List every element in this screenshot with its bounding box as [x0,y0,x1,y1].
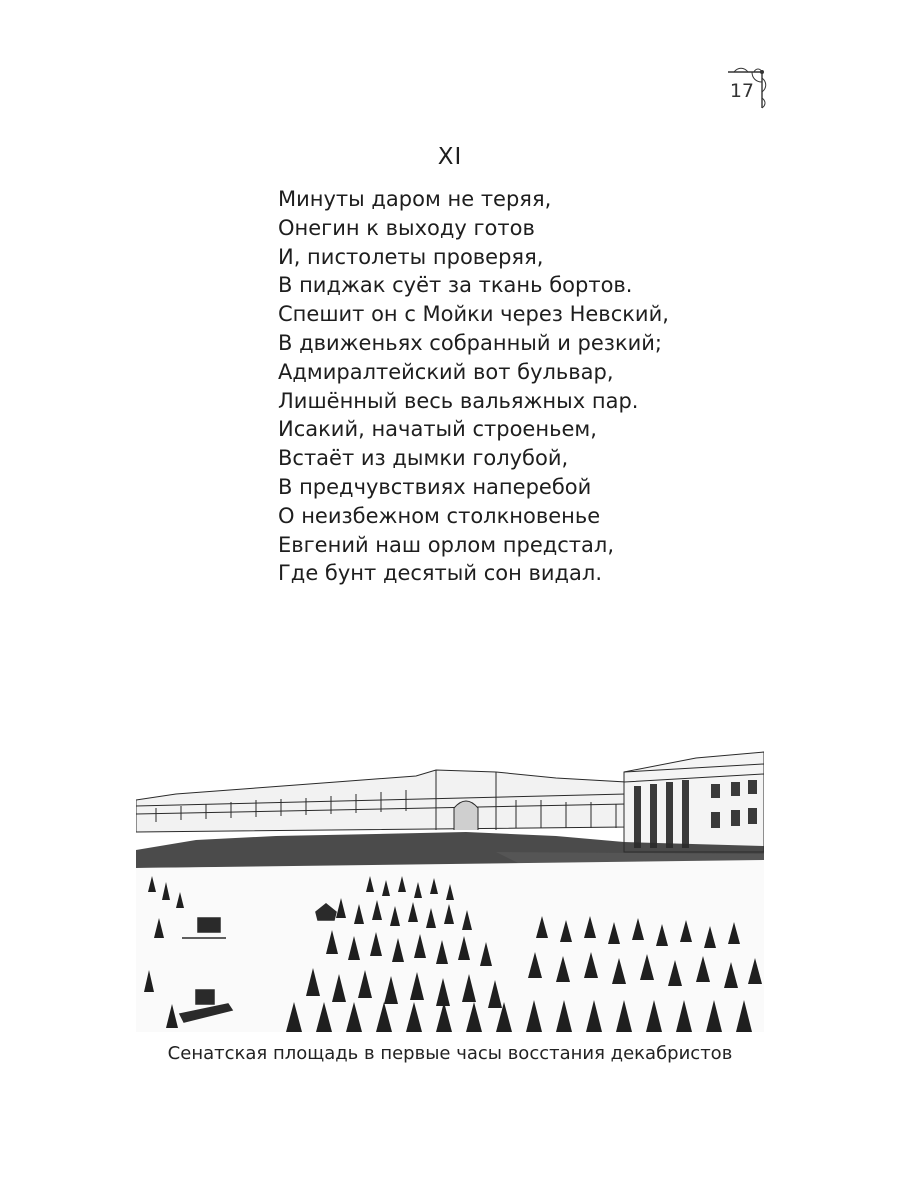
verse-stanza [278,185,669,588]
verse-line: В пиджак суёт за ткань бортов. [278,273,633,298]
verse-line: Лишённый весь вальяжных пар. [278,388,639,413]
verse-line: В предчувствиях наперебой [278,474,592,499]
page-number: 17 [729,80,754,102]
verse-line: В движеньях собранный и резкий; [278,330,663,355]
senate-square-illustration [136,742,764,1032]
verse-line: Евгений наш орлом предстал, [278,532,614,557]
verse-line: Адмиралтейский вот бульвар, [278,359,614,384]
verse-line: О неизбежном столкновенье [278,503,601,528]
verse-line: И, пистолеты проверяя, [278,244,544,269]
verse-line: Онегин к выходу готов [278,215,535,240]
verse-line: Исакий, начатый строеньем, [278,417,597,442]
verse-line: Минуты даром не теряя, [278,187,552,211]
verse-line: Встаёт из дымки голубой, [278,446,569,471]
stanza-number: XI [437,144,463,170]
illustration-caption: Сенатская площадь в первые часы восстания декабристов [167,1043,733,1064]
verse-line: Где бунт десятый сон видал. [278,561,603,586]
verse-line: Спешит он с Мойки через Невский, [278,302,669,327]
